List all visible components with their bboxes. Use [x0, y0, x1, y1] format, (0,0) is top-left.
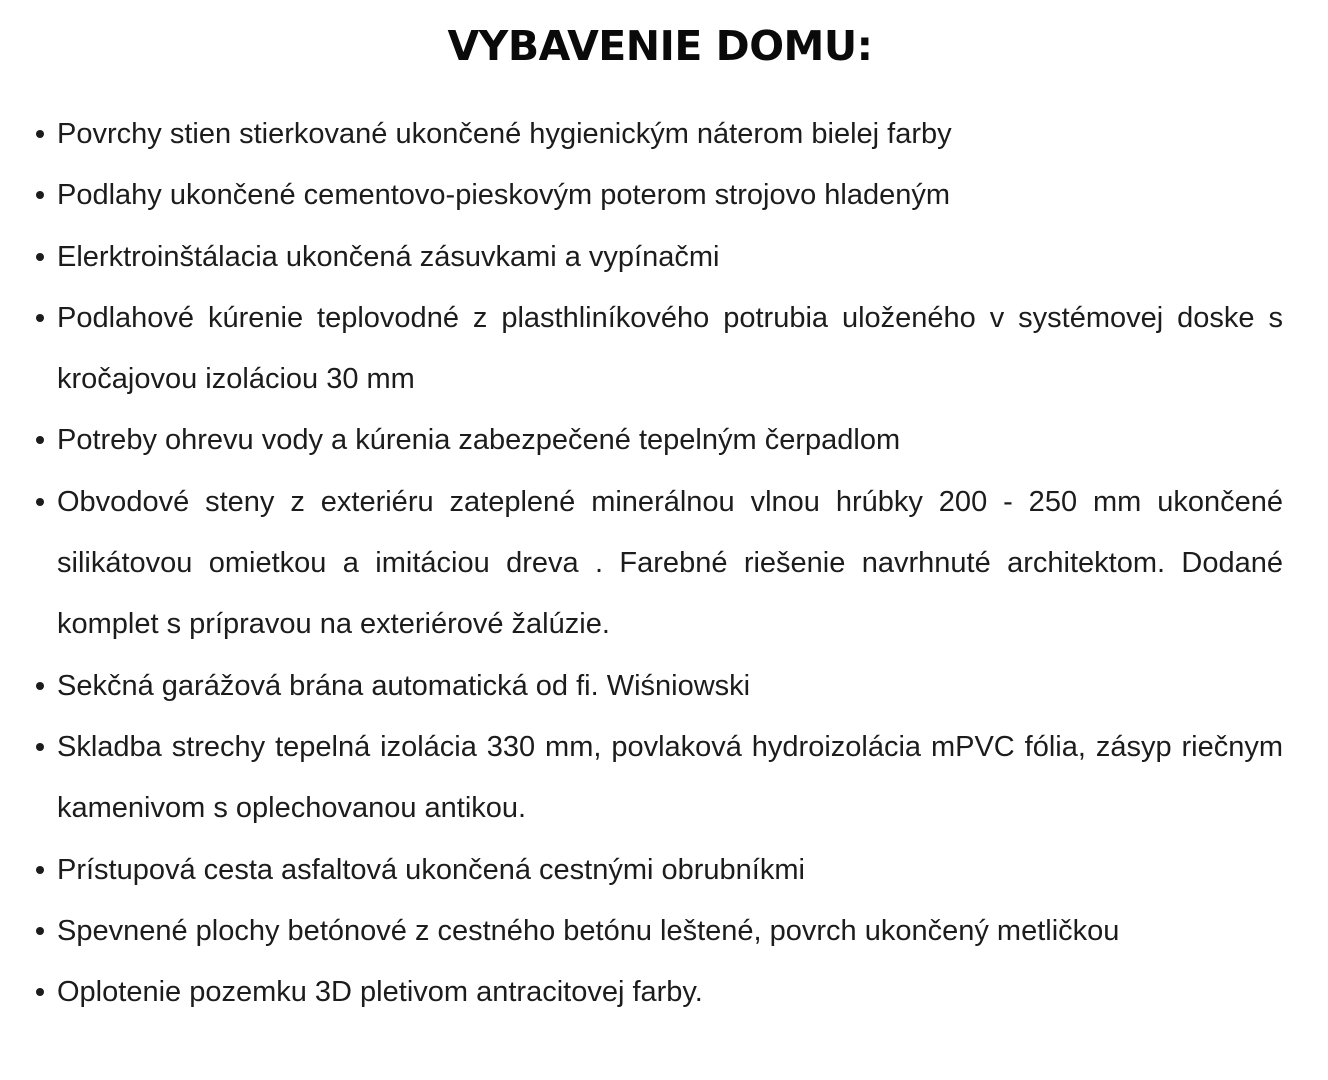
list-item-text: Podlahy ukončené cementovo-pieskovým poterom strojovo hladeným — [57, 179, 951, 212]
list-item — [0, 104, 1283, 165]
list-item — [0, 410, 1283, 471]
bullet-icon — [36, 191, 44, 199]
equipment-list — [0, 104, 1328, 1023]
bullet-icon — [36, 866, 44, 874]
list-item-text: Elerktroinštálacia ukončená zásuvkami a vypínačmi — [57, 240, 720, 273]
bullet-icon — [36, 130, 44, 138]
list-item — [0, 962, 1283, 1023]
list-item-text: Oplotenie pozemku 3D pletivom antracitovej farby. — [57, 976, 703, 1009]
list-item — [0, 227, 1283, 288]
list-item-text: Obvodové steny z exteriéru zateplené minerálnou vlnou hrúbky 200 - 250 mm ukončené silikátovou omietkou a imitáciou dreva . Farebné riešenie navrhnuté architektom. Dodané komplet s prípravou na exteriérové žalúzie. — [57, 485, 1283, 641]
list-item — [0, 717, 1283, 840]
bullet-icon — [36, 314, 44, 322]
bullet-icon — [36, 436, 44, 444]
list-item — [0, 840, 1283, 901]
list-item — [0, 472, 1283, 656]
list-item-text: Podlahové kúrenie teplovodné z plasthliníkového potrubia uloženého v systémovej doske s kročajovou izoláciou 30 mm — [57, 301, 1283, 396]
bullet-icon — [36, 253, 44, 261]
bullet-icon — [36, 743, 44, 751]
list-item — [0, 288, 1283, 411]
list-item — [0, 165, 1283, 226]
list-item — [0, 901, 1283, 962]
list-item-text: Prístupová cesta asfaltová ukončená cestnými obrubníkmi — [57, 853, 805, 886]
list-item-text: Spevnené plochy betónové z cestného betónu leštené, povrch ukončený metličkou — [57, 914, 1120, 947]
list-item-text: Potreby ohrevu vody a kúrenia zabezpečené tepelným čerpadlom — [57, 424, 901, 457]
bullet-icon — [36, 927, 44, 935]
list-item-text: Skladba strechy tepelná izolácia 330 mm, povlaková hydroizolácia mPVC fólia, zásyp riečnym kamenivom s oplechovanou antikou. — [57, 730, 1283, 825]
list-item-text: Sekčná garážová brána automatická od fi. Wiśniowski — [57, 669, 751, 702]
bullet-icon — [36, 988, 44, 996]
list-item — [0, 656, 1283, 717]
page-title: VYBAVENIE DOMU: — [447, 22, 873, 70]
list-item-text: Povrchy stien stierkované ukončené hygienickým náterom bielej farby — [57, 118, 952, 150]
bullet-icon — [36, 682, 44, 690]
bullet-icon — [36, 498, 44, 506]
